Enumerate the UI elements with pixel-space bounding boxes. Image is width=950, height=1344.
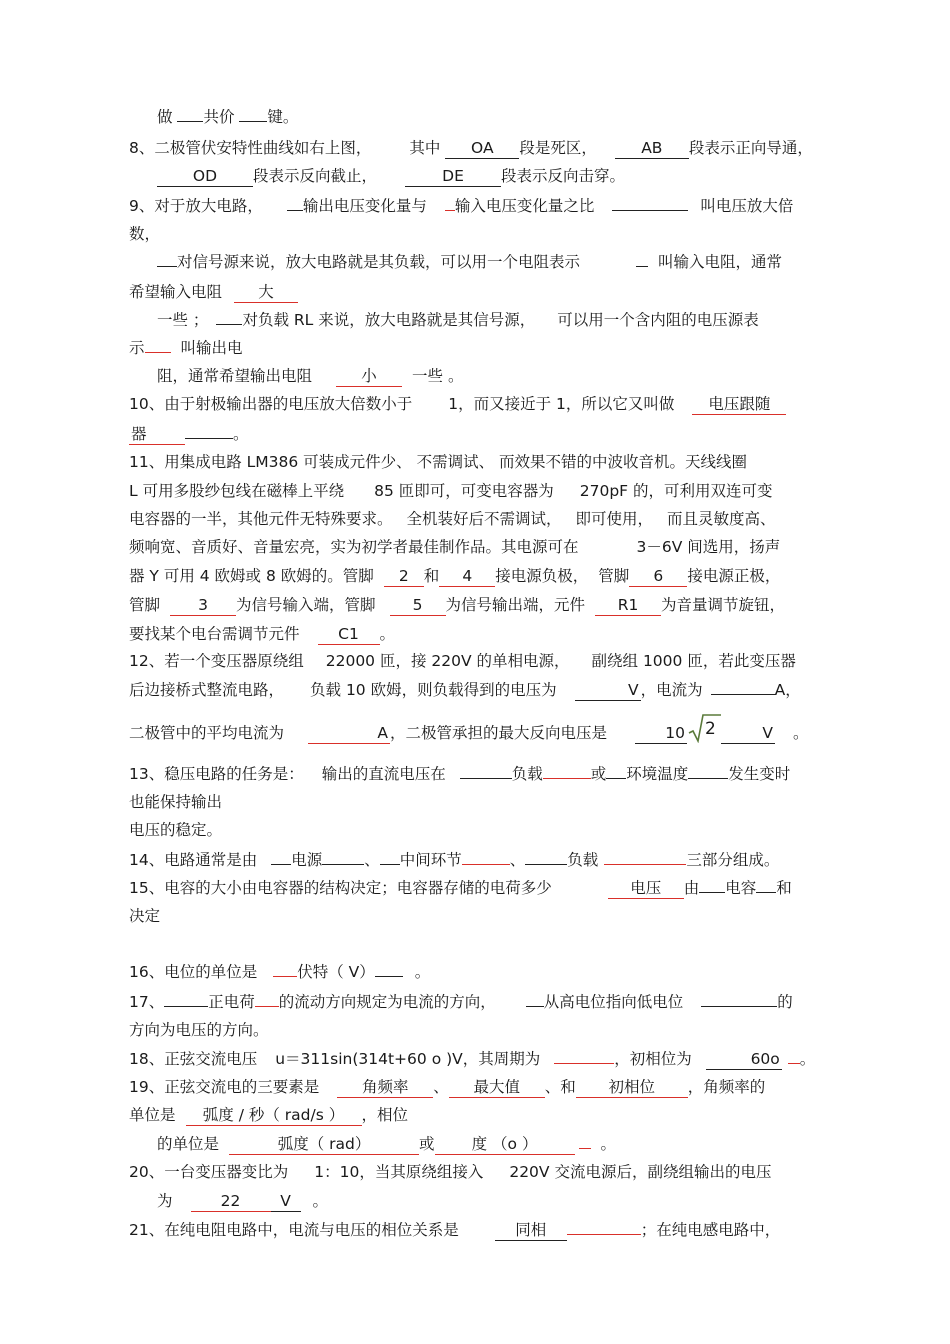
question-10-cont: 器 。	[131, 425, 249, 443]
question-11-cont: 频响宽、音质好、音量宏亮，实为初学者最佳制作品。其电源可在 3－6V 间选用，扬声	[129, 538, 781, 556]
question-11-cont: 电容器的一半，其他元件无特殊要求。 全机装好后不需调试， 即可使用， 而且灵敏度高、	[129, 510, 776, 528]
question-9: 9、对于放大电路， 输出电压变化量与 输入电压变化量之比 叫电压放大倍	[129, 197, 794, 215]
question-19-cont: 单位是 弧度 / 秒（ rad/s ） ，相位	[129, 1106, 409, 1124]
question-20: 20、一台变压器变比为 1：10，当其原绕组接入 220V 交流电源后，副绕组输出的电压	[129, 1163, 772, 1181]
question-10: 10、由于射极输出器的电压放大倍数小于 1，而又接近于 1，所以它又叫做 电压跟随	[129, 394, 786, 415]
question-11-cont: L 可用多股纱包线在磁棒上平绕 85 匝即可，可变电容器为 270pF 的，可利用双连可变	[129, 482, 773, 500]
question-17: 17、 正电荷 的流动方向规定为电流的方向， 从高电位指向低电位 的	[129, 993, 793, 1011]
question-9-cont: 希望输入电阻 大	[129, 282, 298, 303]
question-18: 18、正弦交流电压 u＝311sin(314t+60 o )V，其周期为 ，初相位为 60o 。	[129, 1050, 816, 1068]
question-11-cont: 管脚 3 为信号输入端，管脚 5 为信号输出端，元件 R1 为音量调节旋钮，	[129, 596, 786, 614]
question-14: 14、电路通常是由 电源 、 中间环节 、 负载 三部分组成。	[129, 851, 780, 869]
question-20-cont: 为 22 V 。	[157, 1192, 329, 1210]
question-12-cont: 后边接桥式整流电路， 负载 10 欧姆，则负载得到的电压为 V ，电流为 A，	[129, 681, 801, 699]
question-12: 12、若一个变压器原绕组 22000 匝，接 220V 的单相电源， 副绕组 1000 匝，若此变压器	[129, 652, 796, 670]
sqrt-symbol: 2	[687, 723, 721, 743]
question-11-cont: 要找某个电台需调节元件 C1 。	[129, 625, 396, 643]
question-8-cont: OD 段表示反向截止， DE 段表示反向击穿。	[157, 166, 625, 187]
question-9-cont: 阻，通常希望输出电阻 小 一些 。	[157, 367, 464, 385]
question-13: 13、稳压电路的任务是： 输出的直流电压在 负载 或 环境温度 发生变时	[129, 765, 791, 783]
question-16: 16、电位的单位是 伏特（ V） 。	[129, 963, 431, 981]
question-13-cont: 也能保持输出	[129, 793, 223, 811]
question-19: 19、正弦交流电的三要素是 角频率 、 最大值 、和 初相位 ，角频率的	[129, 1078, 766, 1096]
question-8: 8、二极管伏安特性曲线如右上图， 其中 OA 段是死区， AB 段表示正向导通，	[129, 139, 813, 157]
question-13-cont: 电压的稳定。	[129, 821, 223, 839]
question-11: 11、用集成电路 LM386 可装成元件少、 不需调试、 而效果不错的中波收音机。天线线圈	[129, 453, 748, 471]
question-11-cont: 器 Y 可用 4 欧姆或 8 欧姆的。管脚 2 和 4 接电源负极， 管脚 6 接电源正极，	[129, 567, 781, 585]
question-19-cont: 的单位是 弧度（ rad） 或 度 （o ） 。	[157, 1135, 617, 1153]
text-line: 做 共价 键。	[157, 108, 299, 126]
question-15-cont: 决定	[129, 907, 161, 925]
question-21: 21、在纯电阻电路中，电流与电压的相位关系是 同相 ；在纯电感电路中，	[129, 1221, 781, 1239]
question-9-cont: 数，	[129, 225, 161, 243]
question-9-cont: 示 叫输出电	[129, 339, 243, 357]
question-15: 15、电容的大小由电容器的结构决定；电容器存储的电荷多少 电压 由 电容 和	[129, 879, 792, 897]
question-12-cont: 二极管中的平均电流为 A ，二极管承担的最大反向电压是 10 2 V 。	[129, 723, 809, 744]
question-9-cont: 对信号源来说，放大电路就是其负载，可以用一个电阻表示 叫输入电阻，通常	[157, 252, 782, 272]
question-17-cont: 方向为电压的方向。	[129, 1021, 269, 1039]
question-9-cont: 一些 ； 对负载 RL 来说，放大电路就是其信号源， 可以用一个含内阻的电压源表	[157, 311, 759, 329]
radical-sign	[687, 713, 721, 743]
